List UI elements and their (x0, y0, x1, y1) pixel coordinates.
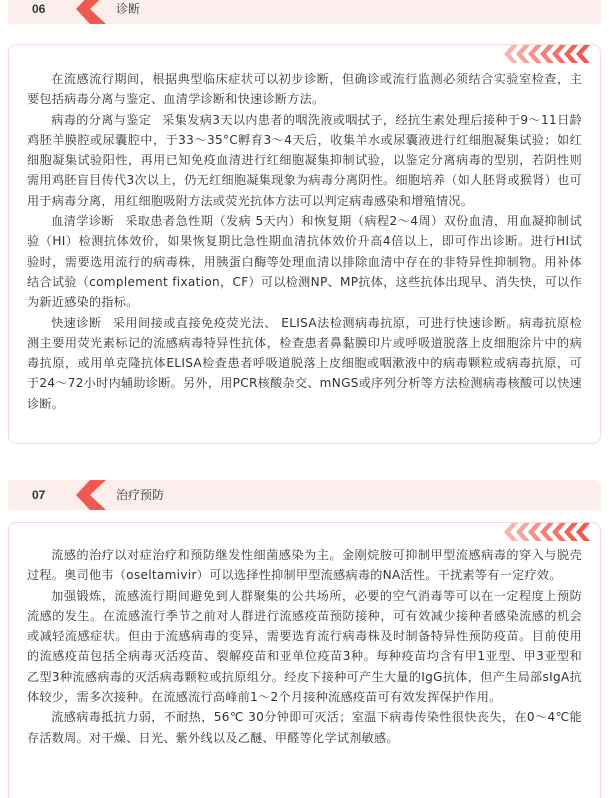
section-06-title: 诊断 (116, 2, 141, 16)
chevrons-decoration-icon (504, 523, 596, 541)
paragraph-lead: 快速诊断 (51, 315, 102, 330)
paragraph: 流感病毒抵抗力弱，不耐热，56℃ 30分钟即可灭活；室温下病毒传染性很快丧失，在0～4℃能存活数周。对干燥、日光、紫外线以及乙醚、甲醛等化学试剂敏感。 (27, 710, 582, 745)
section-07-header (8, 480, 601, 510)
section-06-number: 06 (32, 2, 46, 16)
chevrons-decoration-icon (504, 45, 596, 63)
section-07-number: 07 (32, 488, 46, 502)
paragraph: 血清学诊断 采取患者急性期（发病 5天内）和恢复期（病程2～4周）双份血清，用血凝抑制试验（HI）检测抗体效价，如果恢复期比急性期血清抗体效价升高4倍以上，即可作出诊断。进行HI试验时，需要选用流行的病毒株，用胰蛋白酶等处理血清以排除血清中存在的非特异性抑制物。用补体结合试验（complement fixation，CF）可以检测NP、MP抗体，这些抗体出现早、消失快，可以作为新近感染的指标。 (27, 214, 582, 310)
paragraph: 在流感流行期间，根据典型临床症状可以初步诊断，但确诊或流行监测必须结合实验室检查，主要包括病毒分离与鉴定、血清学诊断和快速诊断方法。 (27, 72, 582, 107)
paragraph: 病毒的分离与鉴定 采集发病3天以内患者的咽洗液或咽拭子，经抗生素处理后接种于9～11日龄鸡胚羊膜腔或尿囊腔中，于33～35°C孵育3～4天后，收集羊水或尿囊液进行红细胞凝集试验；如红细胞凝集试验阳性，再用已知免疫血清进行红细胞凝集抑制试验，以鉴定分离病毒的型别，若阴性则需用鸡胚盲目传代3次以上，仍无红细胞凝集现象为病毒分离阴性。细胞培养（如人胚肾或猴肾）也可用于病毒分离，用红细胞吸附方法或荧光抗体方法可以判定病毒感染和增殖情况。 (27, 112, 582, 208)
section-06-header (8, 0, 601, 24)
section-07-title: 治疗预防 (116, 488, 165, 502)
section-07-panel (8, 522, 601, 798)
chevron-decoration-icon (68, 480, 108, 510)
paragraph: 加强锻炼，流感流行期间避免到人群聚集的公共场所，必要的空气消毒等可以在一定程度上预防流感的发生。在流感流行季节之前对人群进行流感疫苗预防接种，可有效减少接种者感染流感的机会或减轻流感症状。但由于流感病毒的变异，需要选育流行病毒株及时制备特异性预防疫苗。目前使用的流感疫苗包括全病毒灭活疫苗、裂解疫苗和亚单位疫苗3种。每种疫苗均含有甲1亚型、甲3亚型和乙型3种流感病毒的灭活病毒颗粒或抗原组分。经皮下接种可产生大量的IgG抗体，但产生局部sIgA抗体较少，需多次接种。在流感流行高峰前1～2个月接种流感疫苗可有效发挥保护作用。 (27, 588, 582, 705)
paragraph: 流感的治疗以对症治疗和预防继发性细菌感染为主。金刚烷胺可抑制甲型流感病毒的穿入与脱壳过程。奥司他韦（oseltamivir）可以选择性抑制甲型流感病毒的NA活性。干扰素等有一定疗效。 (27, 548, 582, 583)
paragraph-lead: 血清学诊断 (51, 214, 115, 229)
paragraph: 快速诊断 采用间接或直接免疫荧光法、 ELISA法检测病毒抗原，可进行快速诊断。病毒抗原检测主要用荧光素标记的流感病毒特异性抗体，检查患者鼻黏膜印片或呼吸道脱落上皮细胞涂片中的病毒抗原，或用单克隆抗体ELISA检查患者呼吸道脱落上皮细胞或咽漱液中的病毒颗粒或病毒抗原，可于24～72小时内辅助诊断。另外，用PCR核酸杂交、mNGS或序列分析等方法检测病毒核酸可以快速诊断。 (27, 315, 582, 411)
chevron-decoration-icon (68, 0, 108, 24)
paragraph-lead: 病毒的分离与鉴定 (51, 112, 152, 127)
section-06-panel (8, 44, 601, 444)
